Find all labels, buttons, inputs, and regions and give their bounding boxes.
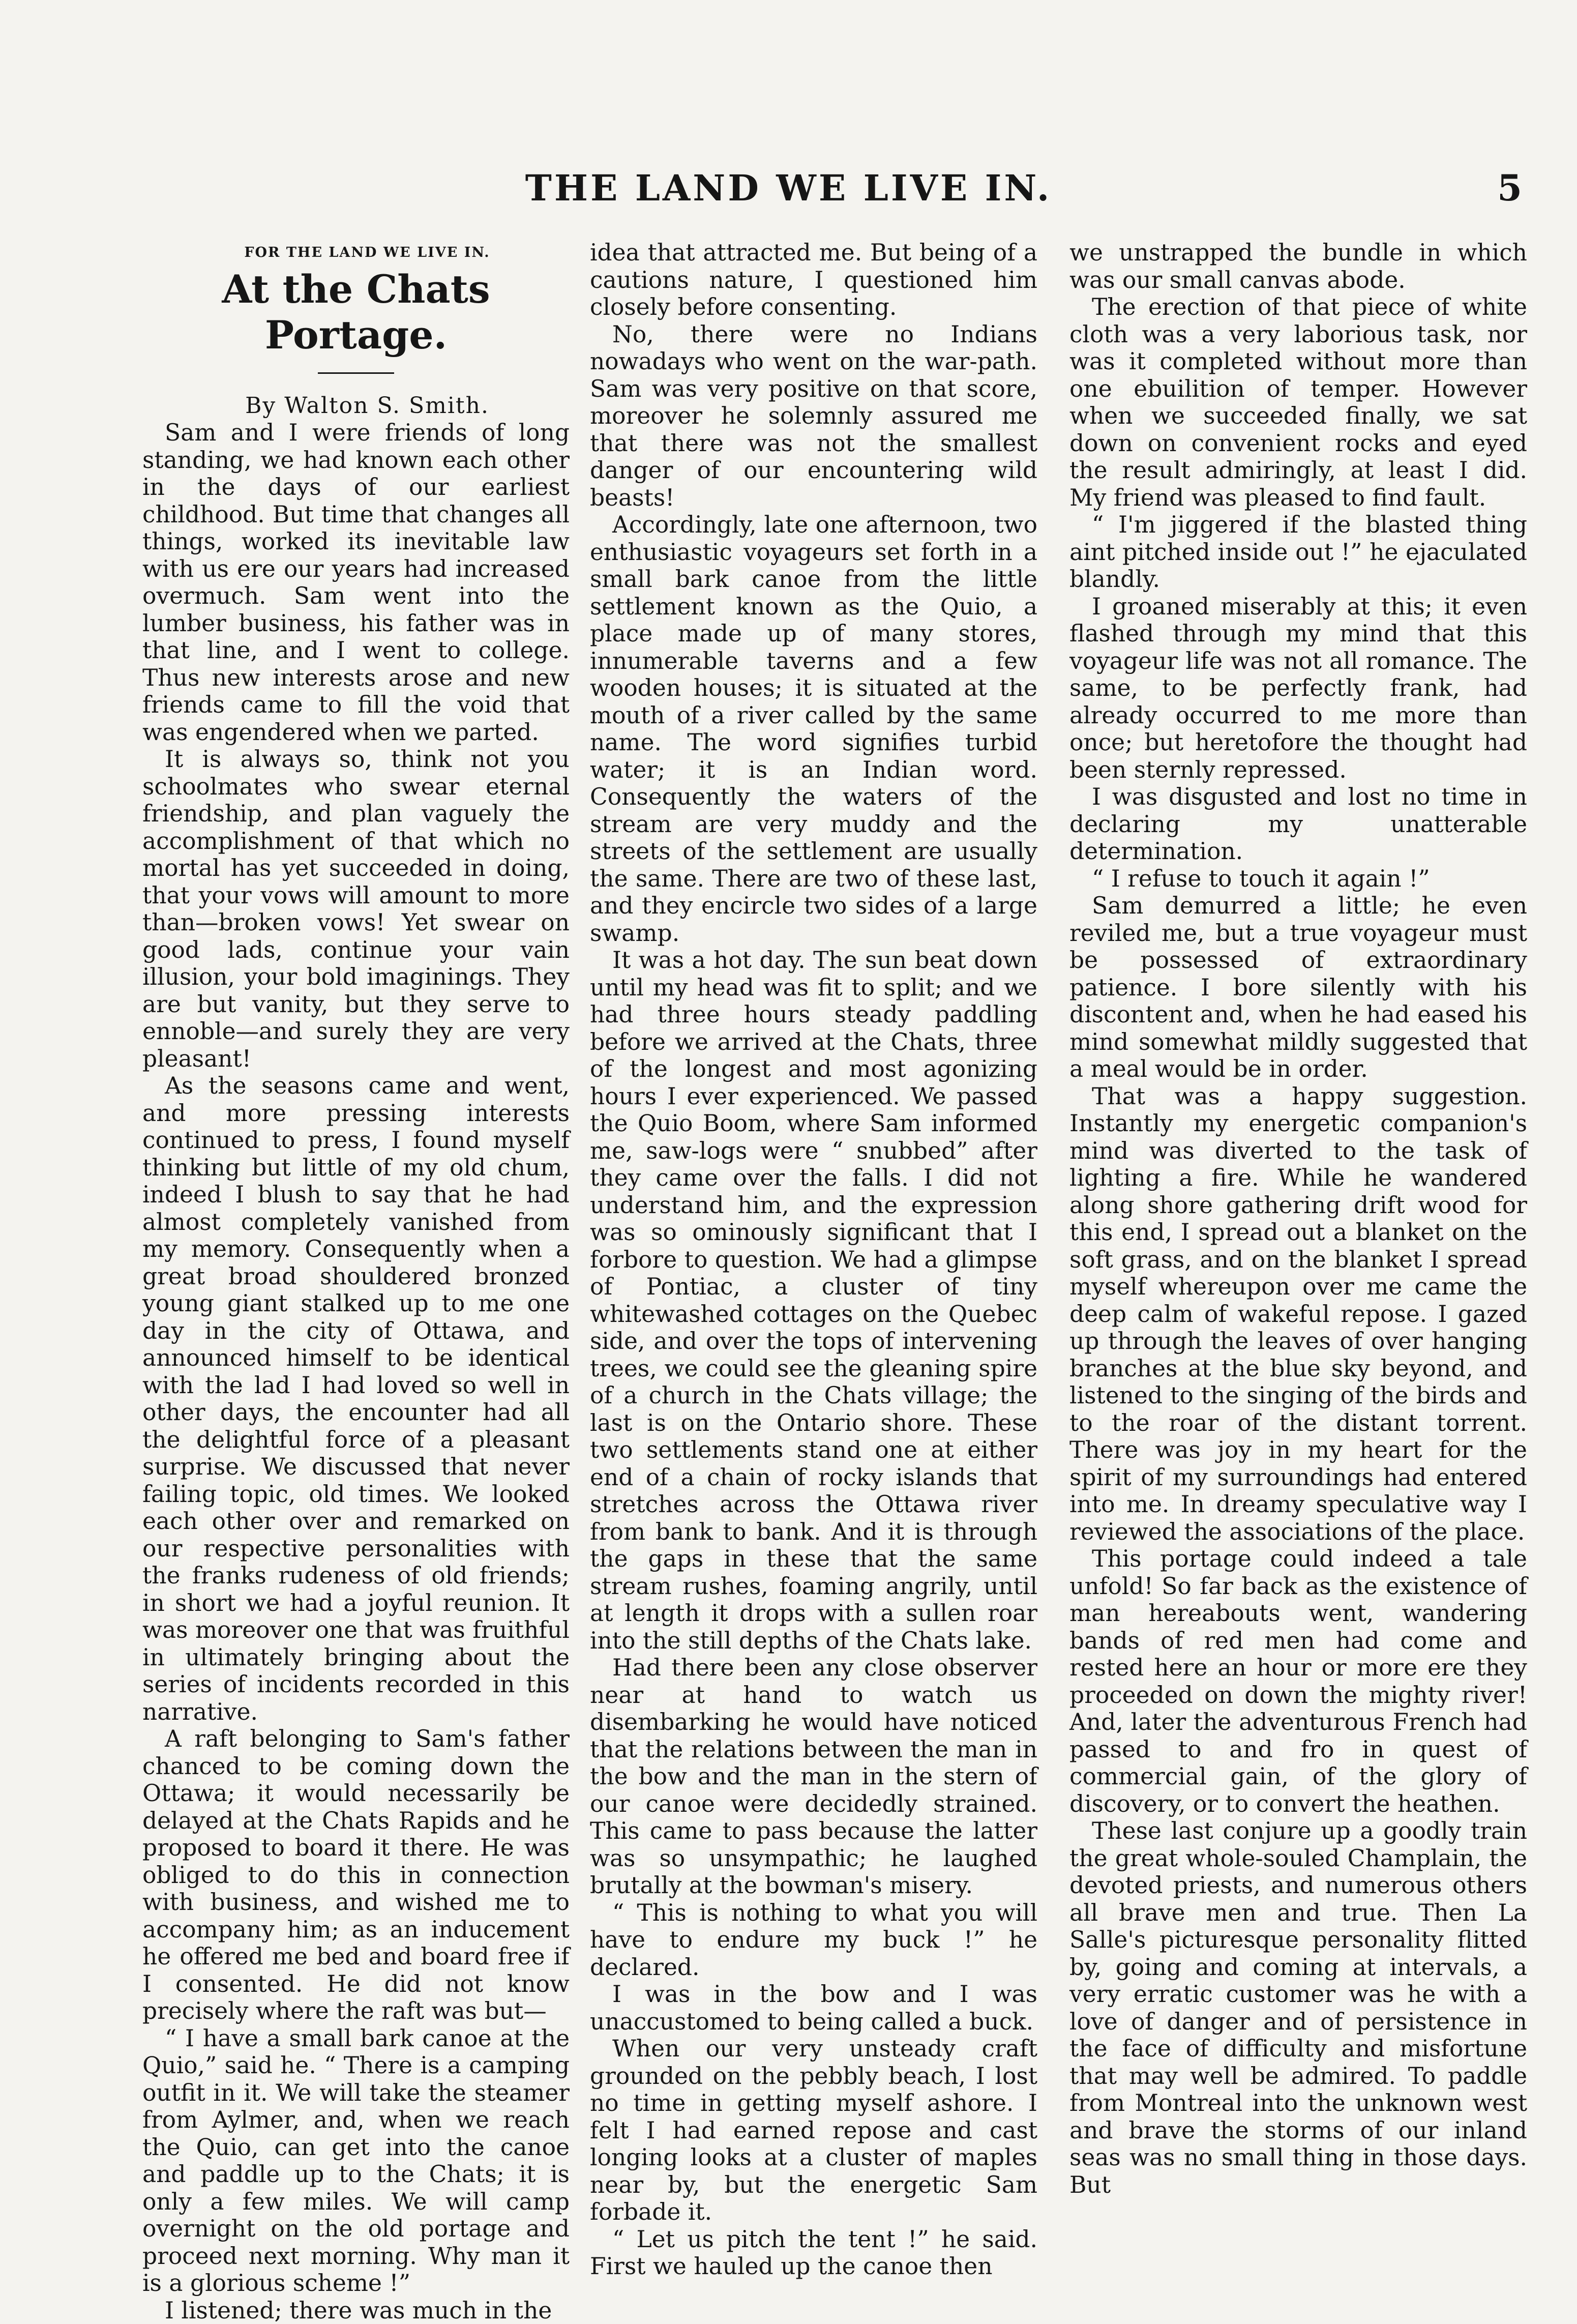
paragraph: As the seasons came and went, and more pressing interests continued to press, I found myself thinking but little of my old chum, indeed I blush to say that he had almost completely vanished from my memory. Consequently when a great broad shouldered bronzed young giant stalked up to me one day in the city of Ottawa, and announced himself to be identical with the lad I had loved so well in other days, the encounter had all the delightful force of a pleasant surprise. We discussed that never failing topic, old times. We looked each other over and remarked on our respective personalities with the franks rudeness of old friends; in short we had a joyful reunion. It was moreover one that was fruithful in ultimately bringing about the series of incidents recorded in this narrative. xyxy=(142,1072,570,1725)
page-header xyxy=(0,167,1577,223)
paragraph: “ I refuse to touch it again !” xyxy=(1069,865,1527,893)
paragraph: idea that attracted me. But being of a cautions nature, I questioned him closely before consenting. xyxy=(590,239,1037,321)
paragraph: I groaned miserably at this; it even flashed through my mind that this voyageur life was not all romance. The same, to be perfectly frank, had already occurred to me more than once; but heretofore the thought had been sternly repressed. xyxy=(1069,593,1527,784)
paragraph: When our very unsteady craft grounded on the pebbly beach, I lost no time in getting myself ashore. I felt I had earned repose and cast longing looks at a cluster of maples near by, but the energetic Sam forbade it. xyxy=(590,2035,1037,2226)
paragraph: “ I'm jiggered if the blasted thing aint pitched inside out !” he ejaculated blandly. xyxy=(1069,511,1527,593)
column-1 xyxy=(142,239,570,2211)
article-kicker: FOR THE LAND WE LIVE IN. xyxy=(142,239,570,267)
paragraph: Had there been any close observer near at hand to watch us disembarking he would have noticed that the relations between the man in the bow and the man in the stern of our canoe were decidedly strained. This came to pass because the latter was so unsympathic; he laughed brutally at the bowman's misery. xyxy=(590,1654,1037,1899)
paragraph: It was a hot day. The sun beat down until my head was fit to split; and we had three hours steady paddling before we arrived at the Chats, three of the longest and most agonizing hours I ever experienced. We passed the Quio Boom, where Sam informed me, saw-logs were “ snubbed” after they came over the falls. I did not understand him, and the expression was so ominously significant that I forbore to question. We had a glimpse of Pontiac, a cluster of tiny whitewashed cottages on the Quebec side, and over the tops of intervening trees, we could see the gleaning spire of a church in the Chats village; the last is on the Ontario shore. These two settlements stand one at either end of a chain of rocky islands that stretches across the Ottawa river from bank to bank. And it is through the gaps in these that the same stream rushes, foaming angrily, until at length it drops with a sullen roar into the still depths of the Chats lake. xyxy=(590,947,1037,1654)
paragraph: A raft belonging to Sam's father chanced to be coming down the Ottawa; it would necessarily be delayed at the Chats Rapids and he proposed to board it there. He was obliged to do this in connection with business, and wished me to accompany him; as an inducement he offered me bed and board free if I consented. He did not know precisely where the raft was but— xyxy=(142,1725,570,2025)
paragraph: The erection of that piece of white cloth was a very laborious task, nor was it completed without more than one ebuilition of temper. However when we succeeded finally, we sat down on convenient rocks and eyed the result admiringly, at least I did. My friend was pleased to find fault. xyxy=(1069,293,1527,511)
paragraph: That was a happy suggestion. Instantly my energetic companion's mind was diverted to the task of lighting a fire. While he wandered along shore gathering drift wood for this end, I spread out a blanket on the soft grass, and on the blanket I spread myself whereupon over me came the deep calm of wakeful repose. I gazed up through the leaves of over hanging branches at the blue sky beyond, and listened to the singing of the birds and to the roar of the distant torrent. There was joy in my heart for the spirit of my surroundings had entered into me. In dreamy speculative way I reviewed the associations of the place. xyxy=(1069,1083,1527,1546)
title-rule xyxy=(318,372,394,374)
paragraph: I was disgusted and lost no time in declaring my unatterable determination. xyxy=(1069,783,1527,865)
paragraph: This portage could indeed a tale unfold! So far back as the existence of man hereabouts went, wandering bands of red men had come and rested here an hour or more ere they proceeded on down the mighty river! And, later the adventurous French had passed to and fro in quest of commercial gain, of the glory of discovery, or to convert the heathen. xyxy=(1069,1545,1527,1817)
paragraph: Sam and I were friends of long standing, we had known each other in the days of our earliest childhood. But time that changes all things, worked its inevitable law with us ere our years had increased overmuch. Sam went into the lumber business, his father was in that line, and I went to college. Thus new interests arose and new friends came to fill the void that was engendered when we parted. xyxy=(142,419,570,746)
column-3 xyxy=(1069,239,1527,2211)
paragraph: I listened; there was much in the xyxy=(142,2297,570,2324)
paragraph: Accordingly, late one afternoon, two enthusiastic voyageurs set forth in a small bark canoe from the little settlement known as the Quio, a place made up of many stores, innumerable taverns and a few wooden houses; it is situated at the mouth of a river called by the same name. The word signifies turbid water; it is an Indian word. Consequently the waters of the stream are very muddy and the streets of the settlement are usually the same. There are two of these last, and they encircle two sides of a large swamp. xyxy=(590,511,1037,947)
article-byline: By Walton S. Smith. xyxy=(142,392,570,420)
paragraph: “ I have a small bark canoe at the Quio,” said he. “ There is a camping outfit in it. We will take the steamer from Aylmer, and, when we reach the Quio, can get into the canoe and paddle up to the Chats; it is only a few miles. We will camp overnight on the old portage and proceed next morning. Why man it is a glorious scheme !” xyxy=(142,2025,570,2297)
paragraph: “ This is nothing to what you will have to endure my buck !” he declared. xyxy=(590,1899,1037,1981)
paragraph: It is always so, think not you schoolmates who swear eternal friendship, and plan vaguely the accomplishment of that which no mortal has yet succeeded in doing, that your vows will amount to more than—broken vows! Yet swear on good lads, continue your vain illusion, your bold imaginings. They are but vanity, but they serve to ennoble—and surely they are very pleasant! xyxy=(142,746,570,1072)
paragraph: “ Let us pitch the tent !” he said. First we hauled up the canoe then xyxy=(590,2226,1037,2280)
page-number: 5 xyxy=(1497,167,1522,209)
paragraph: I was in the bow and I was unaccustomed to being called a buck. xyxy=(590,1981,1037,2035)
paragraph: Sam demurred a little; he even reviled me, but a true voyageur must be possessed of extraordinary patience. I bore silently with his discontent and, when he had eased his mind somewhat mildly suggested that a meal would be in order. xyxy=(1069,892,1527,1083)
column-2 xyxy=(590,239,1037,2211)
paragraph: These last conjure up a goodly train the great whole-souled Champlain, the devoted priests, and numerous others all brave men and true. Then La Salle's picturesque personality flitted by, going and coming at intervals, a very erratic customer was he with a love of danger and of persistence in the face of difficulty and misfortune that may well be admired. To paddle from Montreal into the unknown west and brave the storms of our inland seas was no small thing in those days. But xyxy=(1069,1817,1527,2198)
running-title: THE LAND WE LIVE IN. xyxy=(0,167,1577,209)
article-title: At the Chats Portage. xyxy=(142,267,570,358)
paragraph: No, there were no Indians nowadays who went on the war-path. Sam was very positive on that score, moreover he solemnly assured me that there was not the smallest danger of our encountering wild beasts! xyxy=(590,321,1037,512)
paragraph: we unstrapped the bundle in which was our small canvas abode. xyxy=(1069,239,1527,293)
